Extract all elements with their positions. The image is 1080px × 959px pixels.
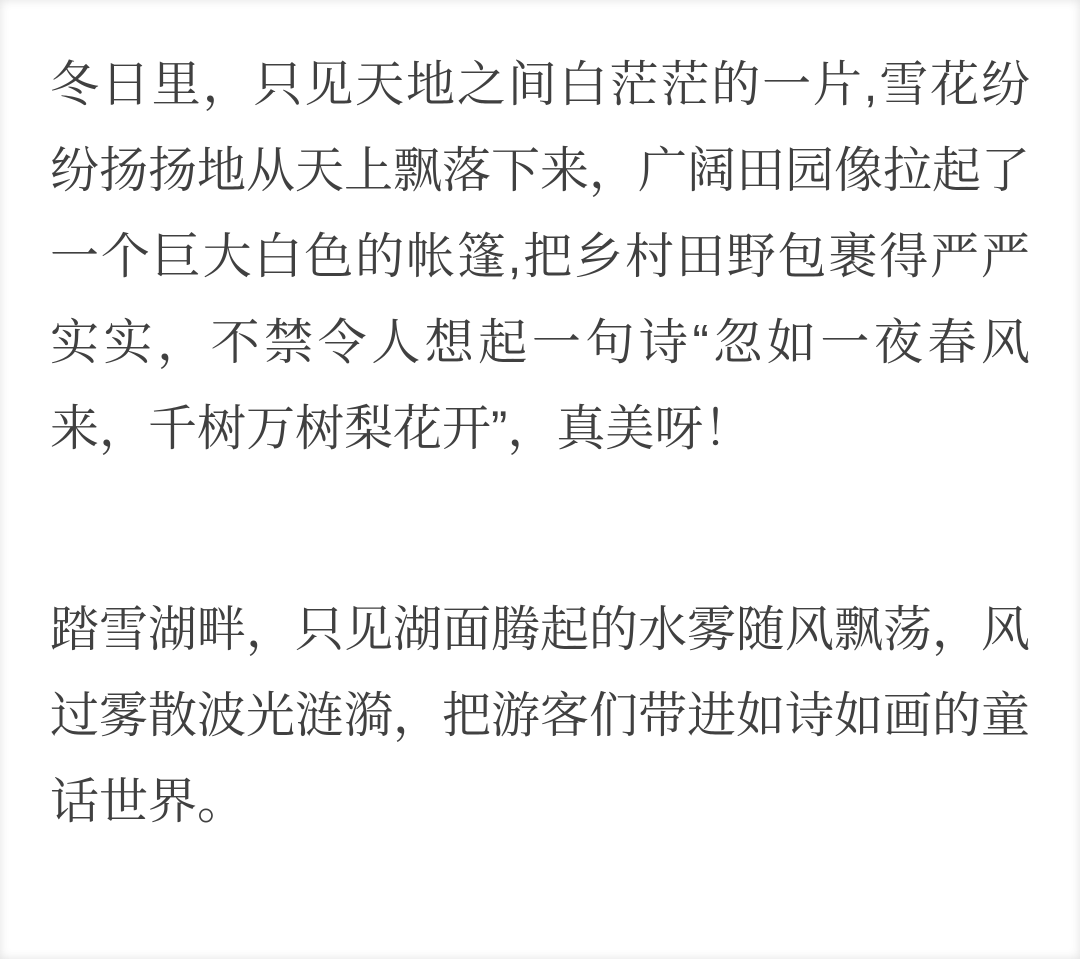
text-line: 来，千树万树梨花开”，真美呀！ (50, 402, 753, 456)
text-line: 纷扬扬地从天上飘落下来，广阔田园像拉起了 (50, 144, 1031, 198)
paragraph-lake-mist (50, 587, 1030, 845)
text-line: 过雾散波光涟漪，把游客们带进如诗如画的童 (50, 689, 1031, 743)
text-line: 踏雪湖畔，只见湖面腾起的水雾随风飘荡，风 (50, 603, 1031, 657)
paragraph-winter-snow (50, 42, 1030, 472)
text-line: 话世界。 (50, 775, 247, 829)
text-line: 实实，不禁令人想起一句诗“忽如一夜春风 (50, 316, 1030, 370)
text-line: 一个巨大白色的帐篷,把乡村田野包裹得严严 (50, 230, 1030, 284)
text-line: 冬日里，只见天地之间白茫茫的一片,雪花纷 (50, 58, 1030, 112)
